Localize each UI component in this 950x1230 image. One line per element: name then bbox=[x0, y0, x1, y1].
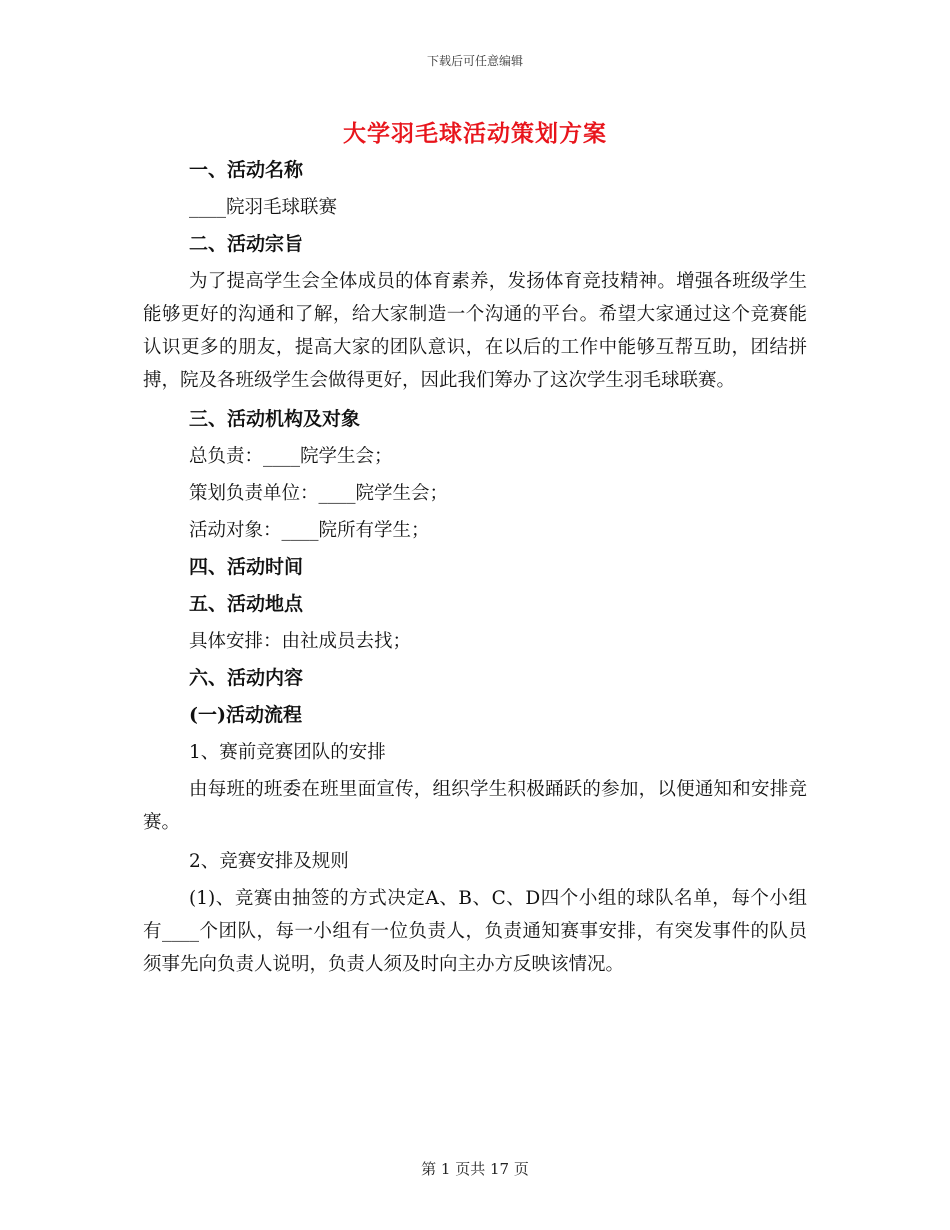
section-heading-location: 五、活动地点 bbox=[189, 593, 304, 615]
section-heading-time: 四、活动时间 bbox=[189, 556, 304, 578]
page-header-note: 下载后可任意编辑 bbox=[426, 54, 523, 68]
item-heading-team-arrangement: 1、赛前竞赛团队的安排 bbox=[189, 742, 386, 763]
rules-paragraph: (1)、竞赛由抽签的方式决定A、B、C、D四个小组的球队名单，每个小组有____个团队，每一小组有一位负责人，负责通知赛事安排，有突发事件的队员须事先向负责人说明，负责人须及时向主办方反映该情况。 bbox=[143, 888, 807, 975]
section-heading-purpose: 二、活动宗旨 bbox=[189, 233, 304, 255]
planning-unit-line: 策划负责单位：____院学生会； bbox=[189, 483, 449, 504]
item-heading-rules: 2、竞赛安排及规则 bbox=[189, 851, 349, 872]
section-heading-content: 六、活动内容 bbox=[189, 667, 304, 689]
team-arrangement-paragraph: 由每班的班委在班里面宣传，组织学生积极踊跃的参加，以便通知和安排竞赛。 bbox=[143, 779, 807, 833]
page-number-footer: 第 1 页共 17 页 bbox=[421, 1160, 529, 1178]
section-heading-organization: 三、活动机构及对象 bbox=[189, 408, 361, 430]
purpose-paragraph: 为了提高学生会全体成员的体育素养，发扬体育竞技精神。增强各班级学生能够更好的沟通和了解，给大家制造一个沟通的平台。希望大家通过这个竞赛能认识更多的朋友，提高大家的团队意识，在以后的工作中能够互帮互助，团结拼搏，院及各班级学生会做得更好，因此我们筹办了这次学生羽毛球联赛。 bbox=[143, 271, 807, 391]
activity-name-line: ____院羽毛球联赛 bbox=[189, 197, 338, 218]
document-title: 大学羽毛球活动策划方案 bbox=[343, 120, 607, 147]
section-heading-name: 一、活动名称 bbox=[189, 159, 304, 181]
audience-line: 活动对象：____院所有学生； bbox=[189, 520, 430, 541]
subsection-heading-process: (一)活动流程 bbox=[189, 704, 302, 726]
document-body bbox=[143, 152, 807, 985]
organizer-line: 总负责：____院学生会； bbox=[189, 446, 393, 467]
location-line: 具体安排：由社成员去找； bbox=[189, 631, 412, 652]
